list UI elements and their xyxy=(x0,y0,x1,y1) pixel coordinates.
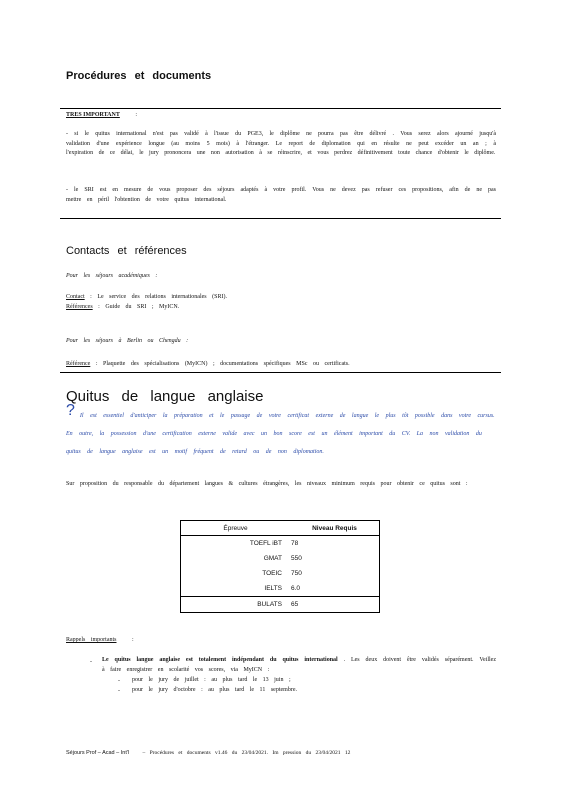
contact-line xyxy=(66,293,227,303)
rappels-sub-item-1: pour le jury de juillet : au plus tard le 13 juin ; xyxy=(132,677,291,683)
berlin-heading: Pour les séjours à Berlin ou Chengdu : xyxy=(66,338,189,344)
table-row xyxy=(181,581,380,597)
reference-text: : Plaquette des spécialisations (MyICN) ; documentations spécifiques MSc ou certificats. xyxy=(95,361,350,367)
references-label: Références xyxy=(66,304,93,310)
sub-bullet: - xyxy=(118,678,120,684)
exam-level: 78 xyxy=(291,540,299,547)
table-row xyxy=(181,536,380,552)
quitus-note xyxy=(66,404,496,458)
rappels-label: Rappels importants xyxy=(66,637,117,643)
rappels-colon: : xyxy=(132,637,134,643)
procedures-paragraph-2: - le SRI est en mesure de vous proposer des séjours adaptés à votre profil. Vous ne devez pas refuser ces propositions, afin de ne pas mettre en péril l'obtention de votre quitus international. xyxy=(66,187,496,203)
exam-name: GMAT xyxy=(263,555,282,562)
page-footer xyxy=(66,750,350,756)
section-title-contacts: Contacts et références xyxy=(66,245,187,257)
exam-level: 550 xyxy=(291,555,302,562)
table-row xyxy=(181,597,380,613)
rappels-heading xyxy=(66,636,134,646)
section-title-procedures: Procédures et documents xyxy=(66,70,212,82)
contact-label: Contact xyxy=(66,294,85,300)
quitus-intro: Sur proposition du responsable du département langues & cultures étrangères, les niveaux minimum requis pour obtenir ce quitus sont : xyxy=(66,481,468,487)
divider xyxy=(60,108,501,109)
exam-name: TOEIC xyxy=(262,570,282,577)
divider xyxy=(60,218,501,219)
academic-heading: Pour les séjours académiques : xyxy=(66,273,158,279)
rappels-item-text: . Les deux doivent être validés séparément. Veillez à faire enregistrer en scolarité vos scores, via MyICN : xyxy=(102,657,496,673)
exam-name: TOEFL iBT xyxy=(249,540,282,547)
exam-name: BULATS xyxy=(181,597,291,613)
language-requirements-table xyxy=(180,520,380,613)
rappels-sub-item-2: pour le jury d'octobre : au plus tard le 11 septembre. xyxy=(132,687,297,693)
sub-bullet: - xyxy=(118,688,120,694)
reference-label: Référence xyxy=(66,361,91,367)
references-line xyxy=(66,303,179,313)
footer-left: Séjours Prof – Acad – Int'l xyxy=(66,750,130,756)
rappels-item xyxy=(102,656,496,675)
exam-level: 6.0 xyxy=(291,585,301,592)
footer-right: – Procédures et documents v1.46 du 23/04/2021. Im pression du 23/04/2021 12 xyxy=(142,750,351,756)
important-label: TRES IMPORTANT xyxy=(66,112,120,118)
quitus-italic-text: Il est essentiel d'anticiper la préparation et le passage de votre certificat externe de langue le plus tôt possible dans votre cursus. En outre, la possession d'une certification externe valide avec un bon score est un élément important du CV. La non validation du quitus de langue anglaise est un motif fréquent de retard ou de non diplomation. xyxy=(66,413,495,455)
exam-level: 750 xyxy=(291,570,302,577)
procedures-paragraph-1: - si le quitus international n'est pas validé à l'issue du PGE3, le diplôme ne pourra pas être délivré . Vous serez alors ajourné jusqu'à validation d'une expérience longue (au moins 5 mois) à l'étranger. Le report de diplomation qui en résulte ne peut excéder un an ; à l'expiration de ce délai, le jury prononcera une non autorisation à se réinscrire, et vous perdrez définitivement toute chance d'obtenir le diplôme. xyxy=(66,131,496,156)
table-row xyxy=(181,566,380,581)
bullet: - xyxy=(90,659,92,665)
exam-name: IELTS xyxy=(264,585,282,592)
important-heading xyxy=(66,112,137,118)
table-header xyxy=(181,521,380,536)
exam-level: 65 xyxy=(290,597,380,613)
contact-text: : Le service des relations internationales (SRI). xyxy=(90,294,227,300)
divider xyxy=(60,372,501,373)
question-mark-icon: ? xyxy=(66,402,75,419)
rappels-item-bold: Le quitus langue anglaise est totalement indépendant du quitus international xyxy=(102,657,338,663)
important-colon: : xyxy=(135,112,138,118)
references-text: : Guide du SRI ; MyICN. xyxy=(98,304,180,310)
table-row xyxy=(181,551,380,566)
column-header-exam: Épreuve xyxy=(181,521,291,536)
section-title-quitus: Quitus de langue anglaise xyxy=(66,388,264,405)
column-header-level: Niveau Requis xyxy=(290,521,380,536)
reference-line xyxy=(66,360,350,370)
